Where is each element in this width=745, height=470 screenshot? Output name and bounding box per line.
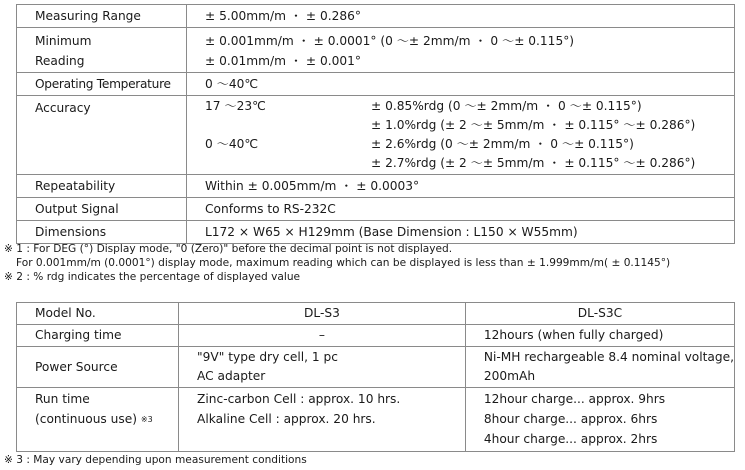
cell-value: 12hours (when fully charged) — [465, 325, 734, 347]
table-row — [17, 221, 735, 244]
cell-line: 4hour charge... approx. 2hrs — [483, 432, 658, 446]
row-label: Measuring Range — [17, 5, 187, 28]
accuracy-temp: 17 ～23℃ — [205, 99, 266, 113]
row-label — [17, 28, 187, 73]
footnote: ※ 3 : May vary depending upon measurement conditions — [4, 454, 307, 466]
row-value — [187, 96, 735, 175]
cell-line: 200mAh — [483, 369, 536, 383]
label-line: Run time — [35, 392, 90, 406]
row-value — [187, 28, 735, 73]
cell-line: Ni-MH rechargeable 8.4 nominal voltage, — [483, 350, 734, 364]
footnote-mark: ※3 — [140, 415, 153, 424]
value-line: ± 0.001mm/m ・ ± 0.0001° (0 ～± 2mm/m ・ 0 ～± 0.115°) — [205, 34, 575, 48]
row-label: Operating Temperature — [17, 73, 187, 96]
row-label: Charging time — [17, 325, 179, 347]
table-row — [17, 5, 735, 28]
row-value: L172 × W65 × H129mm (Base Dimension : L150 × W55mm) — [187, 221, 735, 244]
row-label: Power Source — [17, 347, 179, 388]
cell-line: Zinc-carbon Cell : approx. 10 hrs. — [197, 392, 401, 406]
cell-line: Alkaline Cell : approx. 20 hrs. — [197, 412, 376, 426]
row-label: Repeatability — [17, 175, 187, 198]
row-value: 0 ～40℃ — [187, 73, 735, 96]
row-value: ± 5.00mm/m ・ ± 0.286° — [187, 5, 735, 28]
cell-line: 12hour charge... approx. 9hrs — [483, 392, 666, 406]
table-row — [17, 347, 735, 388]
table-row — [17, 96, 735, 175]
cell-value — [179, 347, 466, 388]
accuracy-value: ± 1.0%rdg (± 2 ～± 5mm/m ・ ± 0.115° ～± 0.286°) — [371, 118, 696, 132]
accuracy-line — [205, 135, 734, 154]
label-line: Reading — [35, 54, 85, 68]
value-line: ± 0.01mm/m ・ ± 0.001° — [205, 54, 361, 68]
table-row — [17, 73, 735, 96]
footnote: For 0.001mm/m (0.0001°) display mode, maximum reading which can be displayed is less than ± 1.999mm/m( ± 0.1145°) — [16, 257, 671, 269]
cell-value: – — [179, 325, 466, 347]
header-label: Model No. — [17, 303, 179, 325]
header-model: DL-S3 — [179, 303, 466, 325]
label-line — [35, 409, 178, 430]
row-label: Accuracy — [17, 96, 187, 175]
power-table — [16, 302, 735, 452]
header-model: DL-S3C — [465, 303, 734, 325]
cell-value — [465, 347, 734, 388]
table-row — [17, 303, 735, 325]
accuracy-value: ± 0.85%rdg (0 ～± 2mm/m ・ 0 ～± 0.115°) — [371, 99, 642, 113]
accuracy-line — [205, 154, 734, 173]
label-text: (continuous use) — [35, 412, 137, 426]
row-label — [17, 388, 179, 452]
table-row — [17, 175, 735, 198]
table-row — [17, 325, 735, 347]
accuracy-value: ± 2.7%rdg (± 2 ～± 5mm/m ・ ± 0.115° ～± 0.286°) — [371, 156, 696, 170]
accuracy-temp: 0 ～40℃ — [205, 137, 259, 151]
label-line: Minimum — [35, 34, 92, 48]
cell-line: AC adapter — [197, 369, 266, 383]
accuracy-line — [205, 97, 734, 116]
cell-value — [179, 388, 466, 452]
table-row — [17, 388, 735, 452]
table-row — [17, 28, 735, 73]
accuracy-value: ± 2.6%rdg (0 ～± 2mm/m ・ 0 ～± 0.115°) — [371, 137, 634, 151]
specification-table — [16, 4, 735, 244]
row-value: Conforms to RS-232C — [187, 198, 735, 221]
cell-line: 8hour charge... approx. 6hrs — [483, 412, 658, 426]
accuracy-line — [205, 116, 734, 135]
cell-line: "9V" type dry cell, 1 pc — [197, 350, 338, 364]
row-label: Dimensions — [17, 221, 187, 244]
accuracy-temp — [205, 116, 371, 135]
cell-value — [465, 388, 734, 452]
accuracy-temp — [205, 154, 371, 173]
table-row — [17, 198, 735, 221]
row-value: Within ± 0.005mm/m ・ ± 0.0003° — [187, 175, 735, 198]
footnote: ※ 1 : For DEG (°) Display mode, "0 (Zero)" before the decimal point is not displayed. — [4, 243, 453, 255]
row-label: Output Signal — [17, 198, 187, 221]
footnote: ※ 2 : % rdg indicates the percentage of displayed value — [4, 271, 301, 283]
